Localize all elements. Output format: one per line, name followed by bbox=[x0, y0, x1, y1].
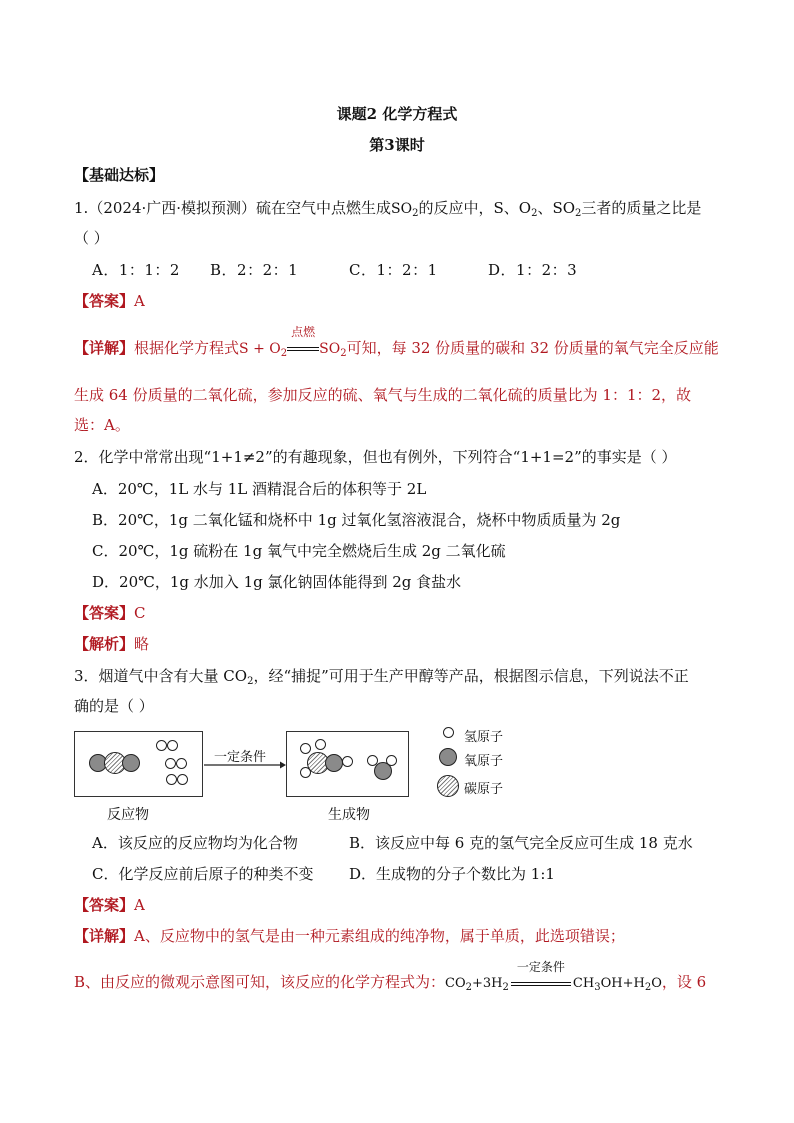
q3-detail-text-a: A、反应物中的氢气是由一种元素组成的纯净物，属于单质，此选项错误； bbox=[134, 927, 625, 945]
q3-eq-condition: 一定条件 bbox=[516, 960, 565, 974]
q1-detail-line2: 生成 64 份质量的二氧化硫，参加反应的硫、氧气与生成的二氧化硫的质量比为 1：1：2，故 bbox=[74, 386, 692, 404]
q3-eq-left: CO bbox=[445, 976, 466, 991]
legend-carbon-label: 碳原子 bbox=[464, 782, 504, 797]
q1-stem-text-b: 的反应中，S、O bbox=[418, 199, 532, 217]
q3-eq-right-c: O bbox=[651, 976, 662, 991]
q3-eq-left-sub2: 2 bbox=[502, 982, 509, 993]
reactant-hydrogen-atom bbox=[177, 774, 188, 785]
q1-eq-right: SO bbox=[319, 341, 341, 357]
q1-so2-base: SO bbox=[391, 201, 413, 217]
q1-so2b-sub: 2 bbox=[575, 208, 582, 219]
q3-detail-line1 bbox=[74, 925, 625, 946]
q1-detail-line3: 选：A。 bbox=[74, 416, 130, 434]
legend-carbon-icon bbox=[437, 775, 459, 797]
product-hydrogen-atom bbox=[386, 755, 397, 766]
q1-option-d: D．1：2：3 bbox=[488, 261, 578, 279]
q3-eq-right-b: OH+H bbox=[600, 976, 645, 991]
q2-stem: 2．化学中常常出现“1+1≠2”的有趣现象，但也有例外，下列符合“1+1=2”的事实是（ ） bbox=[74, 448, 677, 466]
q1-so2-sub: 2 bbox=[412, 208, 419, 219]
reactant-hydrogen-atom bbox=[176, 758, 187, 769]
q1-stem-text-c: 、SO bbox=[537, 199, 576, 217]
q3-eq-right-a: CH bbox=[572, 976, 595, 991]
q3-answer bbox=[74, 894, 145, 915]
q3-option-a: A．该反应的反应物均为化合物 bbox=[92, 834, 298, 852]
q2-option-d: D．20℃，1g 水加入 1g 氯化钠固体能得到 2g 食盐水 bbox=[92, 573, 462, 591]
q1-answer-paren: （ ） bbox=[74, 229, 109, 247]
legend-hydrogen-icon bbox=[443, 727, 454, 738]
q3-option-b: B．该反应中每 6 克的氢气完全反应可生成 18 克水 bbox=[349, 834, 693, 852]
q3-eq-left-sub1: 2 bbox=[465, 982, 473, 993]
q3-eq-right-sub1: 3 bbox=[594, 982, 601, 993]
q1-so2-formula bbox=[391, 201, 418, 217]
product-oxygen-atom bbox=[325, 754, 343, 772]
q1-eq-condition: 点燃 bbox=[291, 325, 316, 339]
q1-equation bbox=[239, 325, 347, 359]
q3-eq-right-sub2: 2 bbox=[644, 982, 652, 993]
q3-co2-sub: 2 bbox=[247, 676, 254, 687]
q3-answer-label: 【答案】 bbox=[74, 896, 135, 914]
q3-eq-plus: +3H bbox=[472, 976, 503, 991]
q1-detail-text-a: 根据化学方程式 bbox=[134, 339, 240, 357]
q1-answer-value: A bbox=[134, 292, 145, 310]
reactant-hydrogen-atom bbox=[166, 774, 177, 785]
section-label: 【基础达标】 bbox=[74, 166, 165, 184]
q1-option-a: A．1：1：2 bbox=[92, 261, 180, 279]
product-hydrogen-atom bbox=[300, 743, 311, 754]
reactant-hydrogen-atom bbox=[156, 740, 167, 751]
q1-o2-sub: 2 bbox=[531, 208, 538, 219]
q1-stem-text-a: 硫在空气中点燃生成 bbox=[256, 199, 392, 217]
q3-detail-text-c: ，设 6 bbox=[661, 973, 707, 991]
product-hydrogen-atom bbox=[315, 739, 326, 750]
q3-stem-text-b: ，经“捕捉”可用于生产甲醇等产品，根据图示信息，下列说法不正 bbox=[253, 667, 689, 685]
product-hydrogen-atom bbox=[342, 756, 353, 767]
reactant-label: 反应物 bbox=[107, 807, 149, 823]
q1-detail-line1 bbox=[74, 325, 719, 359]
q1-detail-text-b: 可知，每 32 份质量的碳和 32 份质量的氧气完全反应能 bbox=[346, 339, 719, 357]
q2-option-c: C．20℃，1g 硫粉在 1g 氧气中完全燃烧后生成 2g 二氧化硫 bbox=[92, 542, 506, 560]
q1-eq-arrow bbox=[287, 325, 319, 357]
q1-stem bbox=[74, 197, 701, 219]
q3-answer-value: A bbox=[134, 896, 145, 914]
q2-option-a: A．20℃，1L 水与 1L 酒精混合后的体积等于 2L bbox=[92, 480, 427, 498]
q2-analysis bbox=[74, 633, 149, 654]
q3-eq-arrow bbox=[511, 960, 571, 991]
q1-option-b: B．2：2：1 bbox=[210, 261, 299, 279]
q2-option-b: B．20℃，1g 二氧化锰和烧杯中 1g 过氧化氢溶液混合，烧杯中物质质量为 2g bbox=[92, 511, 621, 529]
q3-detail-label: 【详解】 bbox=[74, 927, 135, 945]
arrow-condition-label: 一定条件 bbox=[214, 750, 267, 765]
page-subtitle: 第3课时 bbox=[369, 136, 425, 154]
q1-stem-text-d: 三者的质量之比是 bbox=[581, 199, 702, 217]
legend-hydrogen-label: 氢原子 bbox=[464, 730, 504, 745]
q1-eq-left: S + O bbox=[239, 341, 281, 357]
q1-answer bbox=[74, 290, 145, 311]
q3-detail-line2 bbox=[74, 960, 707, 993]
q1-option-c: C．1：2：1 bbox=[349, 261, 438, 279]
q2-analysis-value: 略 bbox=[134, 635, 150, 653]
q1-eq-left-sub: 2 bbox=[280, 348, 288, 359]
q1-detail-label: 【详解】 bbox=[74, 339, 135, 357]
q2-answer-label: 【答案】 bbox=[74, 604, 135, 622]
reactant-hydrogen-atom bbox=[167, 740, 178, 751]
q3-equation bbox=[445, 960, 662, 993]
q3-detail-text-b: B、由反应的微观示意图可知，该反应的化学方程式为： bbox=[74, 973, 446, 991]
reactant-box bbox=[74, 731, 203, 797]
q3-stem-line1 bbox=[74, 665, 689, 687]
q3-stem-text-a: 3．烟道气中含有大量 CO bbox=[74, 667, 248, 685]
q1-answer-label: 【答案】 bbox=[74, 292, 135, 310]
q1-source: （2024·广西·模拟预测） bbox=[88, 199, 257, 217]
q2-answer-value: C bbox=[134, 604, 146, 622]
legend-oxygen-icon bbox=[439, 748, 457, 766]
page-title: 课题2 化学方程式 bbox=[336, 105, 458, 123]
q1-number: 1. bbox=[74, 199, 89, 217]
q2-answer bbox=[74, 602, 146, 623]
legend-oxygen-label: 氧原子 bbox=[464, 754, 504, 769]
reactant-oxygen-atom bbox=[122, 754, 140, 772]
product-label: 生成物 bbox=[328, 807, 370, 823]
q3-option-c: C．化学反应前后原子的种类不变 bbox=[92, 865, 314, 883]
q3-option-d: D．生成物的分子个数比为 1:1 bbox=[349, 865, 555, 883]
reaction-arrow-icon bbox=[204, 760, 286, 770]
product-box bbox=[286, 731, 409, 797]
q2-analysis-label: 【解析】 bbox=[74, 635, 135, 653]
q1-eq-right-sub: 2 bbox=[340, 348, 347, 359]
reactant-hydrogen-atom bbox=[165, 758, 176, 769]
q3-stem-line2: 确的是（ ） bbox=[74, 697, 154, 715]
